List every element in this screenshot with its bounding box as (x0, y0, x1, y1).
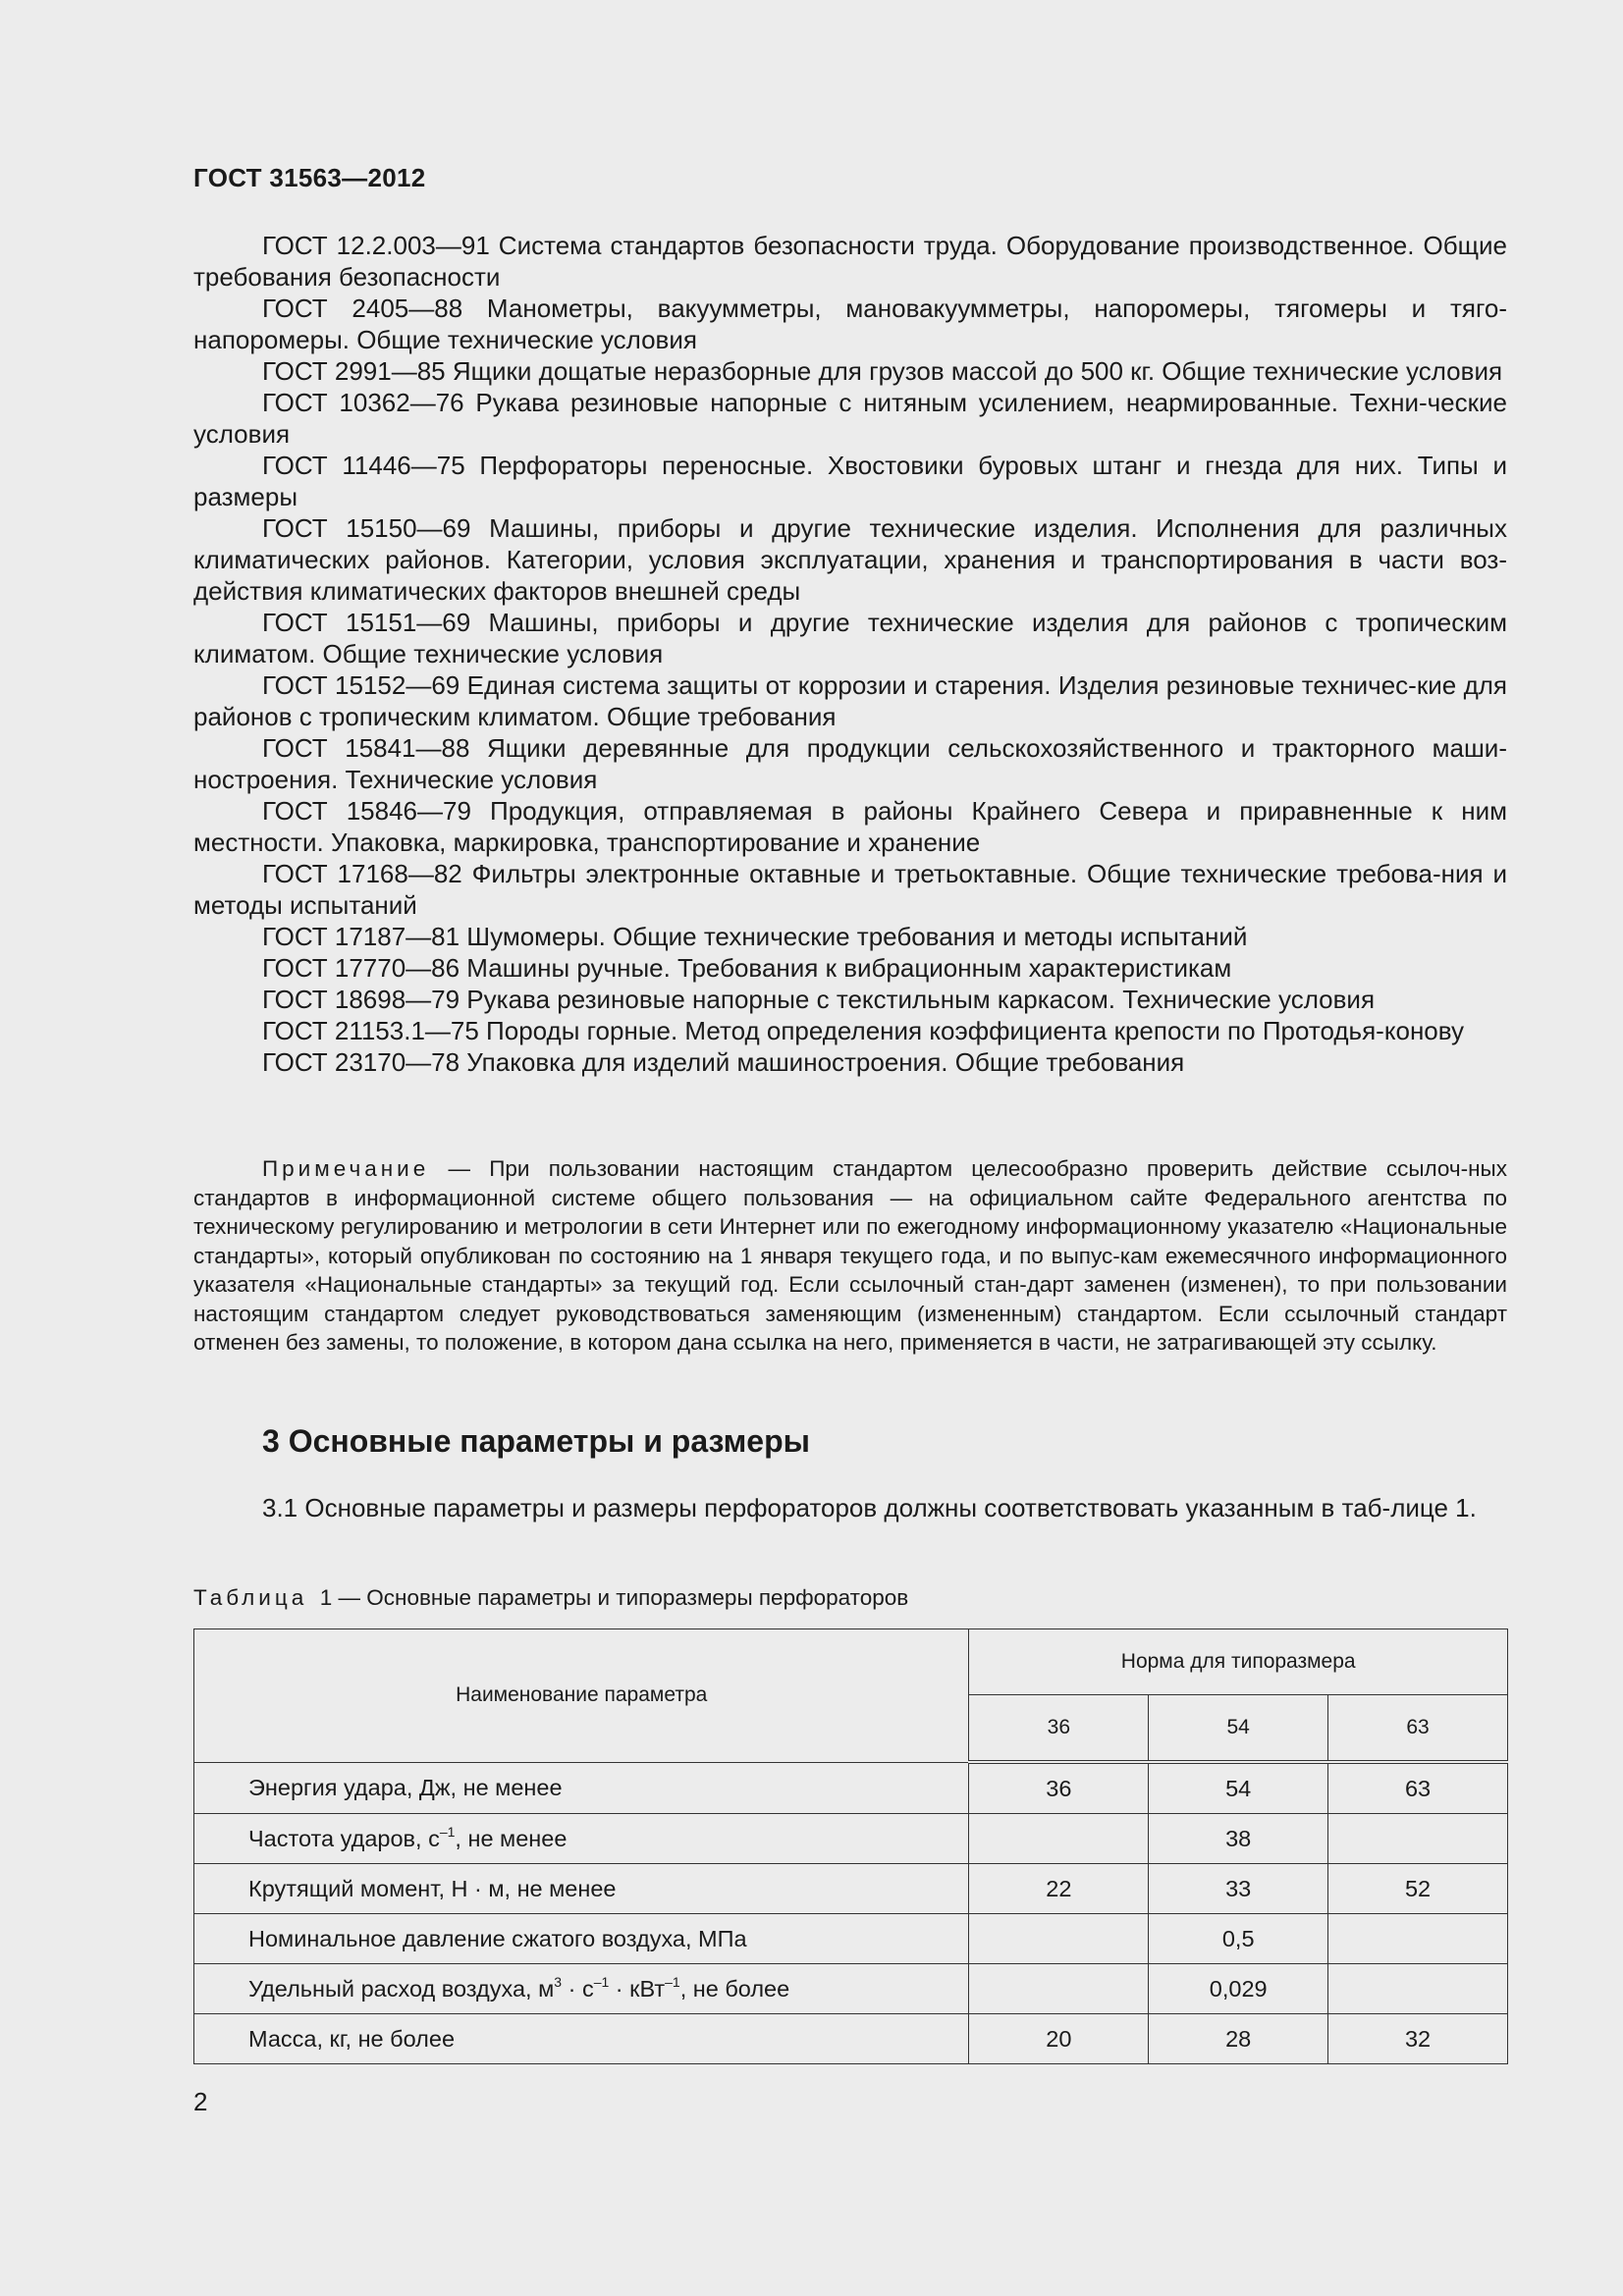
table-row (194, 1814, 1508, 1864)
note-paragraph (193, 1154, 1507, 1358)
unit-exponent: –1 (665, 1973, 680, 1990)
section-heading: 3 Основные параметры и размеры (262, 1423, 810, 1459)
parameter-name: Масса, кг, не более (194, 2014, 969, 2064)
table-row (194, 1914, 1508, 1964)
reference-item: ГОСТ 17168—82 Фильтры электронные октавные и третьоктавные. Общие технические требова-ния и методы испытаний (193, 859, 1507, 920)
parameter-name: Номинальное давление сжатого воздуха, МПа (194, 1914, 969, 1964)
table-cell: 22 (969, 1864, 1149, 1914)
parameter-name (194, 1814, 969, 1864)
table-cell (1328, 1914, 1508, 1964)
table-row (194, 2014, 1508, 2064)
reference-item: ГОСТ 10362—76 Рукава резиновые напорные с нитяным усилением, неармированные. Техни-ческие условия (193, 388, 1507, 449)
table-caption-text: 1 — Основные параметры и типоразмеры перфораторов (319, 1585, 909, 1610)
reference-item: ГОСТ 17770—86 Машины ручные. Требования к вибрационным характеристикам (262, 953, 1232, 983)
table-cell (969, 1914, 1149, 1964)
column-header-parameter: Наименование параметра (194, 1629, 969, 1763)
parameter-name-part: Удельный расход воздуха, м (248, 1975, 555, 2002)
column-header-size: 63 (1328, 1695, 1508, 1763)
parameter-name-part: · с (562, 1975, 594, 2002)
table-cell: 0,029 (1149, 1964, 1328, 2014)
table-row (194, 1762, 1508, 1814)
parameter-name: Крутящий момент, Н · м, не менее (194, 1864, 969, 1914)
table-cell: 52 (1328, 1864, 1508, 1914)
table-caption (193, 1585, 908, 1611)
parameters-table (193, 1629, 1508, 2064)
paragraph-3-1: 3.1 Основные параметры и размеры перфораторов должны соответствовать указанным в таб-лице 1. (262, 1493, 1477, 1522)
table-cell: 38 (1149, 1814, 1328, 1864)
table-row (194, 1964, 1508, 2014)
reference-item: ГОСТ 12.2.003—91 Система стандартов безопасности труда. Оборудование производственное. Общие требования безопасности (193, 231, 1507, 292)
reference-item: ГОСТ 2991—85 Ящики дощатые неразборные для грузов массой до 500 кг. Общие технические условия (262, 356, 1503, 386)
unit-exponent: 3 (554, 1973, 563, 1990)
table-row (194, 1864, 1508, 1914)
reference-item: ГОСТ 15151—69 Машины, приборы и другие технические изделия для районов с тропическим климатом. Общие технические условия (193, 608, 1507, 668)
parameter-name-part: , не менее (455, 1825, 568, 1851)
reference-item: ГОСТ 15152—69 Единая система защиты от коррозии и старения. Изделия резиновые техничес-кие для районов с тропическим климатом. Общие требования (193, 670, 1507, 731)
table-cell (969, 1964, 1149, 2014)
reference-item: ГОСТ 15841—88 Ящики деревянные для продукции сельскохозяйственного и тракторного маши-ностроения. Технические условия (193, 733, 1507, 794)
table-cell: 32 (1328, 2014, 1508, 2064)
unit-exponent: –1 (593, 1973, 610, 1990)
column-header-size: 36 (969, 1695, 1149, 1763)
parameter-name (194, 1964, 969, 2014)
table-cell: 63 (1328, 1762, 1508, 1814)
parameter-name: Энергия удара, Дж, не менее (194, 1762, 969, 1814)
reference-item: ГОСТ 11446—75 Перфораторы переносные. Хвостовики буровых штанг и гнезда для них. Типы и размеры (193, 451, 1507, 511)
normative-references-list (193, 230, 1507, 1078)
reference-item: ГОСТ 15150—69 Машины, приборы и другие технические изделия. Исполнения для различных климатических районов. Категории, условия эксплуатации, хранения и транспортирования в части воз-действия климатических факторов внешней среды (193, 513, 1507, 606)
table-caption-lead: Таблица (193, 1585, 308, 1610)
table-cell: 33 (1149, 1864, 1328, 1914)
table-cell (969, 1814, 1149, 1864)
table-cell: 36 (969, 1762, 1149, 1814)
parameter-name-part: Частота ударов, с (248, 1825, 440, 1851)
reference-item: ГОСТ 23170—78 Упаковка для изделий машиностроения. Общие требования (262, 1047, 1185, 1077)
table-cell: 54 (1149, 1762, 1328, 1814)
parameter-name-part: · кВт (609, 1975, 666, 2002)
reference-item: ГОСТ 18698—79 Рукава резиновые напорные с текстильным каркасом. Технические условия (262, 985, 1376, 1014)
parameter-name-part: , не более (679, 1975, 790, 2002)
page-number: 2 (193, 2087, 208, 2116)
document-code-header: ГОСТ 31563—2012 (193, 163, 426, 192)
note-text: — При пользовании настоящим стандартом целесообразно проверить действие ссылоч-ных стандартов в информационной системе общего пользования — на официальном сайте Федерального агентства по техническому регулированию и метрологии в сети Интернет или по ежегодному информационному указателю «Национальные стандарты», который опубликован по состоянию на 1 января текущего года, и по выпус-кам ежемесячного информационного указателя «Национальные стандарты» за текущий год. Если ссылочный стан-дарт заменен (изменен), то при пользовании настоящим стандартом следует руководствоваться заменяющим (измененным) стандартом. Если ссылочный стандарт отменен без замены, то положение, в котором дана ссылка на него, применяется в части, не затрагивающей эту ссылку. (193, 1156, 1507, 1355)
reference-item: ГОСТ 17187—81 Шумомеры. Общие технические требования и методы испытаний (262, 922, 1248, 951)
unit-exponent: –1 (439, 1823, 456, 1840)
column-header-norm: Норма для типоразмера (969, 1629, 1508, 1695)
note-lead: Примечание (262, 1156, 430, 1181)
reference-item: ГОСТ 15846—79 Продукция, отправляемая в районы Крайнего Севера и приравненные к ним местности. Упаковка, маркировка, транспортирование и хранение (193, 796, 1507, 857)
table-cell (1328, 1814, 1508, 1864)
table-cell: 0,5 (1149, 1914, 1328, 1964)
table-cell (1328, 1964, 1508, 2014)
table-cell: 20 (969, 2014, 1149, 2064)
reference-item: ГОСТ 21153.1—75 Породы горные. Метод определения коэффициента крепости по Протодья-конову (262, 1016, 1465, 1045)
table-cell: 28 (1149, 2014, 1328, 2064)
reference-item: ГОСТ 2405—88 Манометры, вакуумметры, мановакуумметры, напоромеры, тягомеры и тяго-напоромеры. Общие технические условия (193, 294, 1507, 354)
column-header-size: 54 (1149, 1695, 1328, 1763)
